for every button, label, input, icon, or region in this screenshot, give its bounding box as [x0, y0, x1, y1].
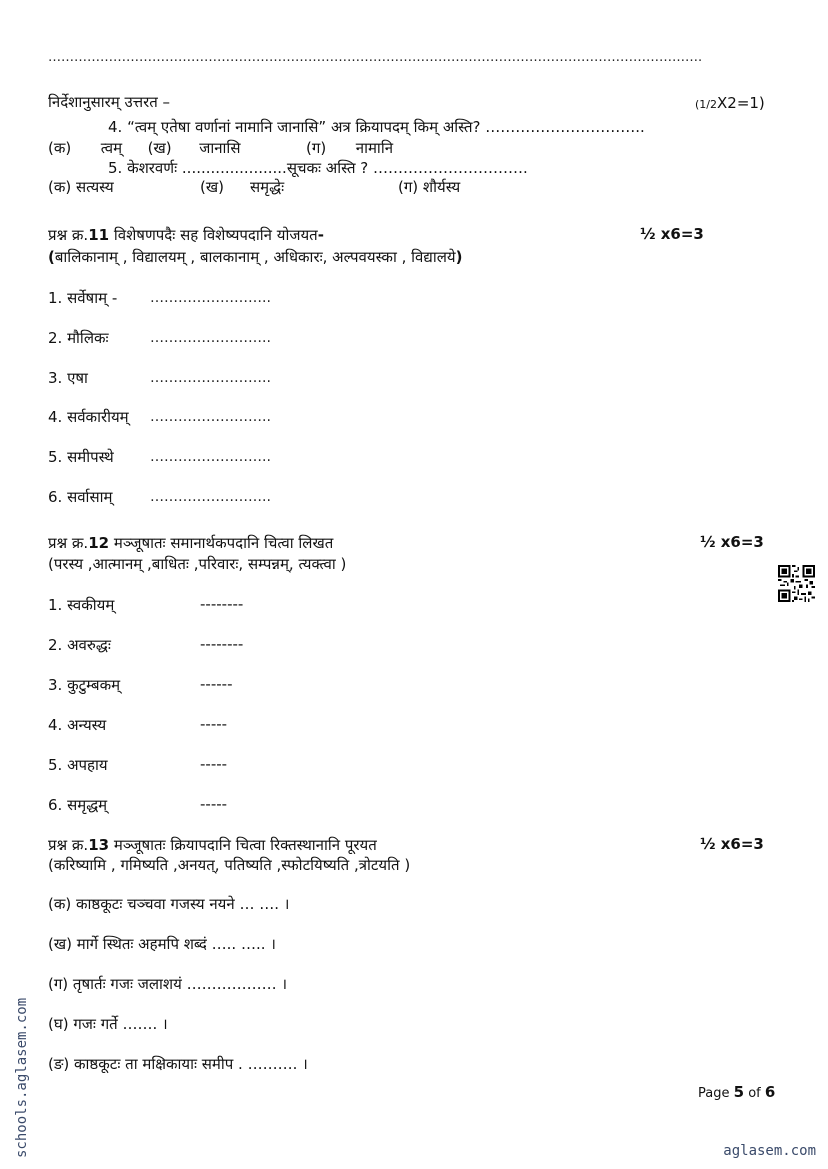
q11-item-label: 5. समीपस्थे — [48, 448, 114, 466]
q11-item-label: 4. सर्वकारीयम् — [48, 408, 129, 426]
question-5-option-b-marker: (ख) — [200, 178, 224, 196]
q13-item: (क) काष्ठकूटः चञ्चवा गजस्य नयने … …. । — [48, 895, 290, 913]
section-instruction: निर्देशानुसारम् उत्तरत – — [48, 93, 171, 111]
q13-marks: ½ x6=3 — [700, 835, 764, 853]
watermark-bottom: aglasem.com — [723, 1143, 816, 1159]
q11-item-blank: …………………….. — [150, 489, 271, 505]
q12-title: प्रश्न क्र.12 मञ्जूषातः समानार्थकपदानि चित्वा लिखत — [48, 534, 334, 552]
q12-item-blank: -------- — [200, 595, 244, 613]
question-4-options — [48, 138, 393, 158]
q12-item-blank: ----- — [200, 715, 228, 733]
page-number: Page 5 of 6 — [698, 1083, 776, 1101]
q13-title: प्रश्न क्र.13 मञ्जूषातः क्रियापदानि चित्वा रिक्तस्थानानि पूरयत — [48, 836, 377, 854]
q11-item-label: 3. एषा — [48, 369, 88, 387]
q11-item-blank: …………………….. — [150, 409, 271, 425]
q11-title: प्रश्न क्र.11 विशेषणपदैः सह विशेष्यपदानि योजयत- — [48, 226, 324, 244]
q13-item: (ङ) काष्ठकूटः ता मक्षिकायाः समीप . ………. । — [48, 1055, 308, 1073]
top-dotted-line: ……………………………………………………………………………………………………………………………………. — [48, 50, 703, 65]
q11-marks: ½ x6=3 — [640, 225, 704, 243]
q12-marks: ½ x6=3 — [700, 533, 764, 551]
watermark-vertical: schools.aglasem.com — [14, 997, 30, 1158]
q11-item-blank: …………………….. — [150, 330, 271, 346]
section-marks: (1/2X2=1) — [695, 94, 765, 112]
q11-item-label: 6. सर्वासाम् — [48, 488, 113, 506]
q13-item: (ग) तृषार्तः गजः जलाशयं ……………… । — [48, 975, 288, 993]
q12-item-label: 5. अपहाय — [48, 756, 108, 774]
question-5-option-a: (क) सत्यस्य — [48, 178, 114, 196]
q12-item-blank: -------- — [200, 635, 244, 653]
question-5: 5. केशरवर्णः ......................सूचकः अस्ति ? …………………………. — [108, 159, 528, 177]
q12-options: (परस्य ,आत्मानम् ,बाधितः ,परिवारः, सम्पन्नम्, त्यक्त्वा ) — [48, 555, 347, 573]
q12-item-label: 2. अवरुद्धः — [48, 636, 111, 654]
option-b-text: जानासि — [199, 139, 241, 157]
q11-item-label: 2. मौलिकः — [48, 329, 109, 347]
option-c-text: नामानि — [355, 139, 394, 157]
q13-item: (घ) गजः गर्ते ……. । — [48, 1015, 168, 1033]
option-c-marker: (ग) — [306, 139, 327, 157]
q11-item-label: 1. सर्वेषाम् - — [48, 289, 118, 307]
q13-options: (करिष्यामि , गमिष्यति ,अनयत्, पतिष्यति ,स्फोटयिष्यति ,त्रोटयति ) — [48, 856, 411, 874]
q13-item: (ख) मार्गे स्थितः अहमपि शब्दं ….. ….. । — [48, 935, 276, 953]
option-a-text: त्वम् — [100, 139, 123, 157]
question-4: 4. “त्वम् एतेषा वर्णानां नामानि जानासि” अत्र क्रियापदम् किम् अस्ति? ………………………….. — [108, 118, 645, 136]
q12-item-label: 4. अन्यस्य — [48, 716, 107, 734]
q12-item-blank: ----- — [200, 795, 228, 813]
question-5-option-b-text: समृद्धेः — [250, 178, 285, 196]
q12-item-blank: ------ — [200, 675, 233, 693]
q11-options: (बालिकानाम् , विद्यालयम् , बालकानाम् , अधिकारः, अल्पवयस्का , विद्यालये) — [48, 248, 463, 266]
question-5-option-c: (ग) शौर्यस्य — [398, 178, 461, 196]
qr-code-icon — [778, 565, 815, 602]
q12-item-label: 1. स्वकीयम् — [48, 596, 115, 614]
option-a-marker: (क) — [48, 139, 72, 157]
option-b-marker: (ख) — [147, 139, 172, 157]
q12-item-label: 3. कुटुम्बकम् — [48, 676, 121, 694]
q12-item-label: 6. समृद्धम् — [48, 796, 108, 814]
q11-item-blank: …………………….. — [150, 449, 271, 465]
q11-item-blank: …………………….. — [150, 290, 271, 306]
q12-item-blank: ----- — [200, 755, 228, 773]
q11-item-blank: …………………….. — [150, 370, 271, 386]
